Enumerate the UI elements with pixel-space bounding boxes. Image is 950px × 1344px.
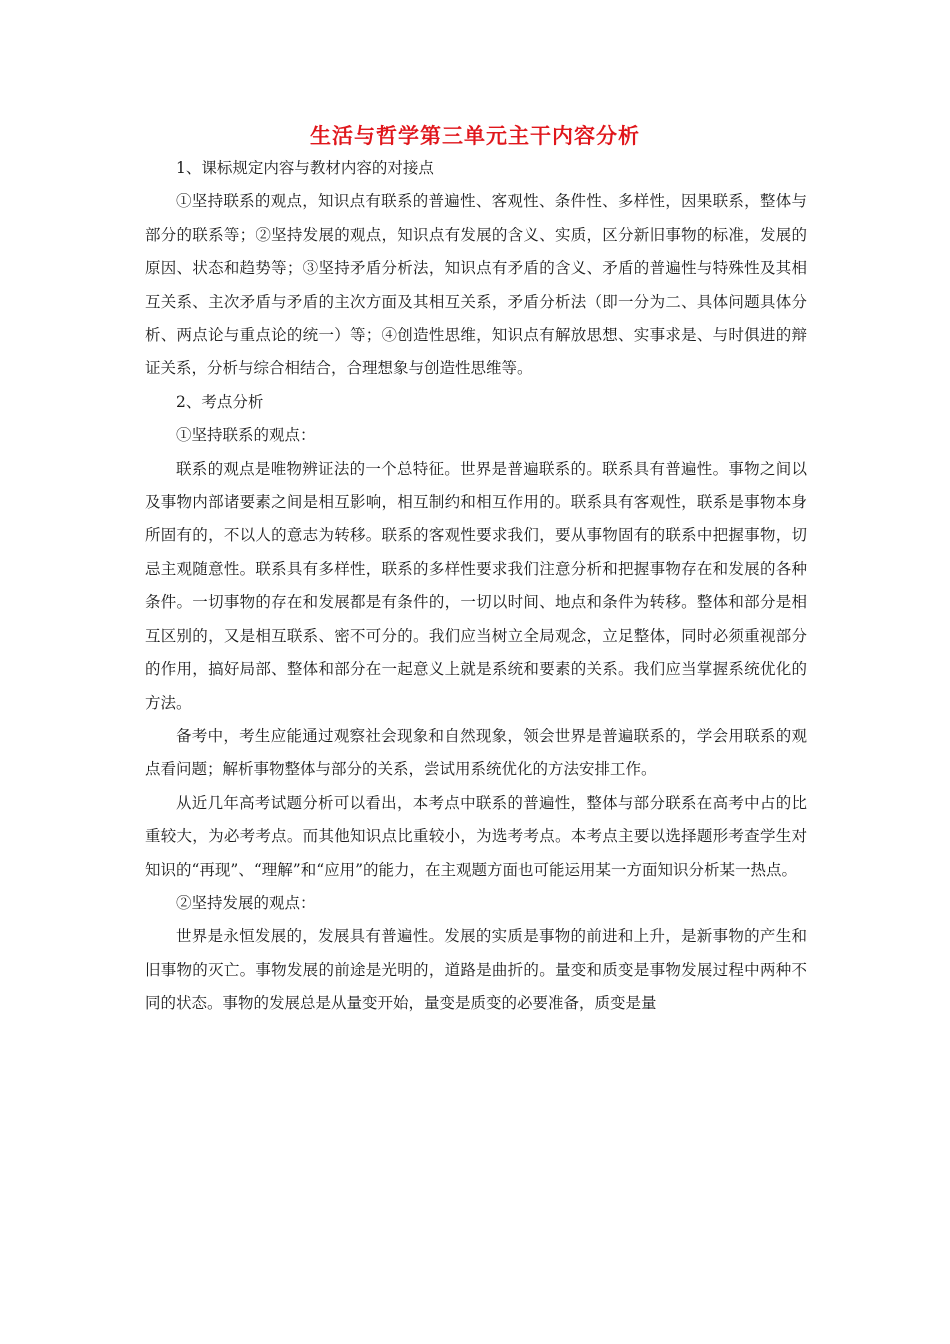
subheading-development-view: ②坚持发展的观点：	[176, 893, 316, 912]
paragraph-curriculum-points: ①坚持联系的观点，知识点有联系的普遍性、客观性、条件性、多样性，因果联系，整体与部分的联系等；②坚持发展的观点，知识点有发展的含义、实质，区分新旧事物的标准，发展的原因、状态和趋势等；③坚持矛盾分析法，知识点有矛盾的含义、矛盾的普遍性与特殊性及其相互关系、主次矛盾与矛盾的主次方面及其相互关系，矛盾分析法（即一分为二、具体问题具体分析、两点论与重点论的统一）等；④创造性思维，知识点有解放思想、实事求是、与时俱进的辩证关系，分析与综合相结合，合理想象与创造性思维等。	[145, 192, 807, 378]
document-title: 生活与哲学第三单元主干内容分析	[310, 124, 640, 148]
paragraph-development-view: 世界是永恒发展的，发展具有普遍性。发展的实质是事物的前进和上升，是新事物的产生和旧事物的灭亡。事物发展的前途是光明的，道路是曲折的。量变和质变是事物发展过程中两种不同的状态。事物的发展总是从量变开始，量变是质变的必要准备，质变是量	[145, 927, 807, 1013]
paragraph-exam-trends: 从近几年高考试题分析可以看出，本考点中联系的普遍性，整体与部分联系在高考中占的比重较大，为必考考点。而其他知识点比重较小，为选考考点。本考点主要以选择题形考查学生对知识的“再现”、“理解”和“应用”的能力，在主观题方面也可能运用某一方面知识分析某一热点。	[145, 793, 807, 879]
subheading-connection-view: ①坚持联系的观点：	[176, 426, 316, 445]
section-heading-curriculum: 1、课标规定内容与教材内容的对接点	[176, 159, 434, 177]
paragraph-connection-view: 联系的观点是唯物辨证法的一个总特征。世界是普遍联系的。联系具有普遍性。事物之间以及事物内部诸要素之间是相互影响，相互制约和相互作用的。联系具有客观性，联系是事物本身所固有的，不以人的意志为转移。联系的客观性要求我们，要从事物固有的联系中把握事物，切忌主观随意性。联系具有多样性，联系的多样性要求我们注意分析和把握事物存在和发展的各种条件。一切事物的存在和发展都是有条件的，一切以时间、地点和条件为转移。整体和部分是相互区别的，又是相互联系、密不可分的。我们应当树立全局观念，立足整体，同时必须重视部分的作用，搞好局部、整体和部分在一起意义上就是系统和要素的关系。我们应当掌握系统优化的方法。	[145, 459, 807, 712]
paragraph-exam-preparation: 备考中，考生应能通过观察社会现象和自然现象，领会世界是普遍联系的，学会用联系的观点看问题；解析事物整体与部分的关系，尝试用系统优化的方法安排工作。	[145, 726, 807, 779]
document-body	[145, 152, 807, 1021]
section-heading-exam-analysis: 2、考点分析	[176, 392, 264, 411]
